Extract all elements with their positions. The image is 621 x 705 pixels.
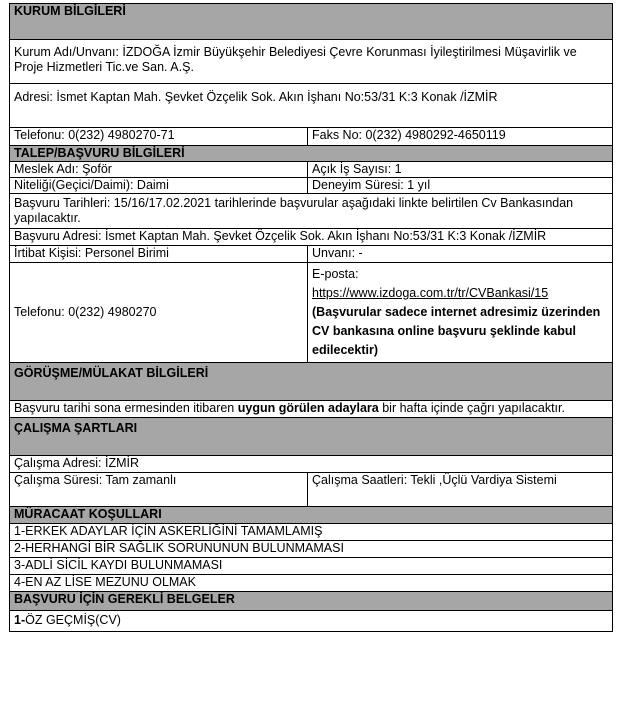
- calisma-sure-row: [10, 473, 613, 507]
- calisma-header: ÇALIŞMA ŞARTLARI: [10, 418, 613, 456]
- niteligi: Niteliği(Geçici/Daimi): Daimi: [10, 178, 308, 194]
- eposta-note: (Başvurular sadece internet adresimiz üzerinden CV bankasına online başvuru şeklinde kabul edilecektir): [312, 305, 601, 357]
- tarihler-row: [10, 194, 613, 229]
- nitelik-row: [10, 178, 613, 194]
- belgeler-header-row: [10, 592, 613, 611]
- kurum-adi: Kurum Adı/Unvanı: İZDOĞA İzmir Büyükşehir Belediyesi Çevre Korunması İyileştirilmesi Müşavirlik ve Proje Hizmetleri Tic.ve San. A.Ş.: [10, 40, 613, 84]
- kurum-header: KURUM BİLGİLERİ: [10, 4, 613, 40]
- unvani: Unvanı: -: [308, 246, 613, 263]
- gorusme-header: GÖRÜŞME/MÜLAKAT BİLGİLERİ: [10, 363, 613, 401]
- meslek-adi: Meslek Adı: Şoför: [10, 162, 308, 178]
- gorusme-text-bold: uygun görülen adaylara: [237, 401, 379, 415]
- muracaat-item-row: [10, 575, 613, 592]
- kurum-adres: Adresi: İsmet Kaptan Mah. Şevket Özçelik Sok. Akın İşhanı No:53/31 K:3 Konak /İZMİR: [10, 84, 613, 128]
- document: [9, 3, 613, 632]
- eposta-label: E-posta:: [312, 267, 359, 281]
- eposta-cell: [308, 263, 613, 363]
- muracaat-item-3: 3-ADLİ SİCİL KAYDI BULUNMAMASI: [10, 558, 613, 575]
- cv-bankasi-link[interactable]: https://www.izdoga.com.tr/tr/CVBankasi/15: [312, 286, 549, 300]
- talep-telefon: Telefonu: 0(232) 4980270: [10, 263, 308, 363]
- basvuru-adresi-row: [10, 229, 613, 246]
- muracaat-item-row: [10, 558, 613, 575]
- basvuru-tarihleri: Başvuru Tarihleri: 15/16/17.02.2021 tarihlerinde başvurular aşağıdaki linkte belirtilen Cv Bankasından yapılacaktır.: [10, 194, 613, 229]
- talep-header: TALEP/BAŞVURU BİLGİLERİ: [10, 146, 613, 162]
- muracaat-item-row: [10, 524, 613, 541]
- kurum-telefon: Telefonu: 0(232) 4980270-71: [10, 128, 308, 146]
- muracaat-header-row: [10, 507, 613, 524]
- calisma-adres-row: [10, 456, 613, 473]
- kurum-telefon-row: [10, 128, 613, 146]
- acik-is-sayisi: Açık İş Sayısı: 1: [308, 162, 613, 178]
- calisma-suresi: Çalışma Süresi: Tam zamanlı: [10, 473, 308, 507]
- kurum-header-row: [10, 4, 613, 40]
- meslek-row: [10, 162, 613, 178]
- kurum-adres-row: [10, 84, 613, 128]
- gorusme-text: [10, 401, 613, 418]
- belgeler-item-1: [10, 611, 613, 632]
- gorusme-text-before: Başvuru tarihi sona ermesinden itibaren: [14, 401, 238, 415]
- iletisim-row: [10, 263, 613, 363]
- muracaat-item-4: 4-EN AZ LİSE MEZUNU OLMAK: [10, 575, 613, 592]
- muracaat-item-2: 2-HERHANGİ BİR SAĞLIK SORUNUNUN BULUNMAMASI: [10, 541, 613, 558]
- belgeler-item-number: 1-: [14, 613, 26, 627]
- basvuru-adresi: Başvuru Adresi: İsmet Kaptan Mah. Şevket Özçelik Sok. Akın İşhanı No:53/31 K:3 Konak /İZMİR: [10, 229, 613, 246]
- irtibat-row: [10, 246, 613, 263]
- gorusme-row: [10, 401, 613, 418]
- calisma-adresi: Çalışma Adresi: İZMİR: [10, 456, 613, 473]
- belgeler-item-text: ÖZ GEÇMİŞ(CV): [25, 613, 121, 627]
- gorusme-text-after: bir hafta içinde çağrı yapılacaktır.: [378, 401, 565, 415]
- calisma-saatleri: Çalışma Saatleri: Tekli ,Üçlü Vardiya Sistemi: [308, 473, 613, 507]
- muracaat-item-1: 1-ERKEK ADAYLAR İÇİN ASKERLİĞİNİ TAMAMLAMIŞ: [10, 524, 613, 541]
- kurum-adi-row: [10, 40, 613, 84]
- irtibat-kisisi: İrtibat Kişisi: Personel Birimi: [10, 246, 308, 263]
- deneyim-suresi: Deneyim Süresi: 1 yıl: [308, 178, 613, 194]
- belgeler-item-row: [10, 611, 613, 632]
- gorusme-header-row: [10, 363, 613, 401]
- muracaat-header: MÜRACAAT KOŞULLARI: [10, 507, 613, 524]
- kurum-faks: Faks No: 0(232) 4980292-4650119: [308, 128, 613, 146]
- calisma-header-row: [10, 418, 613, 456]
- talep-header-row: [10, 146, 613, 162]
- info-table: [9, 3, 613, 632]
- muracaat-item-row: [10, 541, 613, 558]
- belgeler-header: BAŞVURU İÇİN GEREKLİ BELGELER: [10, 592, 613, 611]
